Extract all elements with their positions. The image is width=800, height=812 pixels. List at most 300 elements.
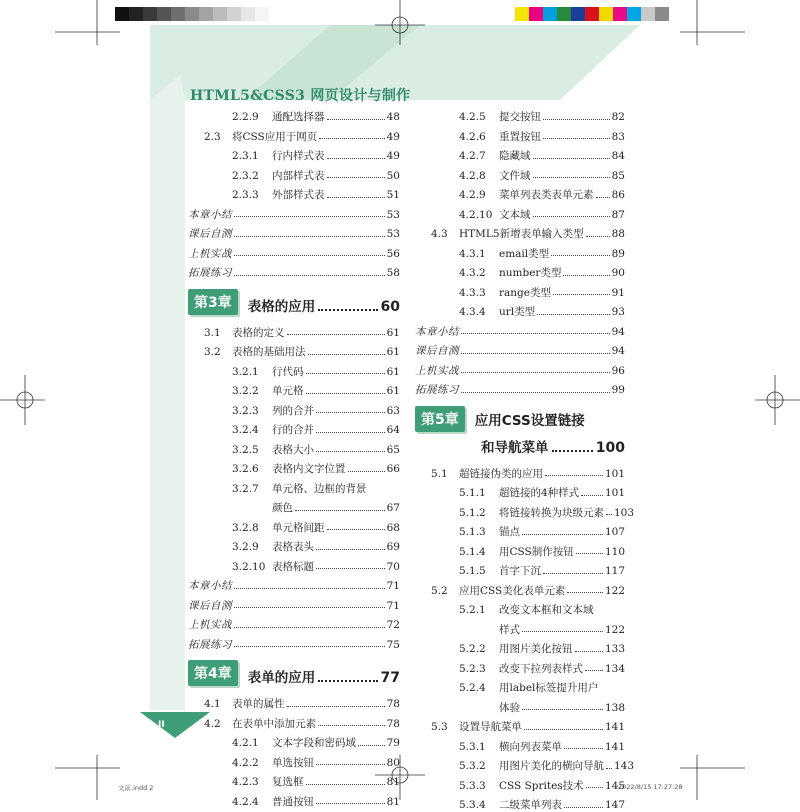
dot-leader bbox=[234, 646, 385, 647]
toc-entry-number: 3.2.8 bbox=[232, 521, 259, 534]
chapter-heading-3 bbox=[188, 289, 400, 315]
toc-entry-page: 83 bbox=[611, 130, 625, 143]
dot-leader bbox=[522, 631, 603, 632]
dot-leader bbox=[586, 236, 610, 237]
toc-entry-page: 138 bbox=[604, 701, 625, 714]
toc-entry-title: 内部样式表 bbox=[272, 169, 325, 182]
toc-entry-title: 用图片美化的横向导航 bbox=[499, 760, 604, 773]
toc-right-column bbox=[415, 104, 635, 812]
dot-leader bbox=[596, 197, 610, 198]
toc-entry bbox=[188, 202, 400, 222]
toc-entry bbox=[415, 519, 625, 539]
toc-entry bbox=[415, 338, 625, 358]
toc-entry-title: 上机实战 bbox=[188, 619, 232, 632]
dot-leader bbox=[327, 197, 385, 198]
toc-entry-page: 103 bbox=[614, 506, 635, 519]
chapter-title-line1: 应用CSS设置链接 bbox=[474, 412, 585, 429]
toc-entry-number: 5.1.3 bbox=[459, 526, 486, 539]
toc-entry-title: 重置按钮 bbox=[499, 130, 541, 143]
dot-leader bbox=[318, 680, 377, 682]
toc-entry-title: 单元格间距 bbox=[272, 521, 325, 534]
toc-entry-title: 表格的基础用法 bbox=[232, 346, 306, 359]
toc-entry-number: 5.3.3 bbox=[459, 779, 486, 792]
toc-entry-number: 4.2.8 bbox=[459, 169, 486, 182]
toc-entry-number: 4.2.9 bbox=[459, 189, 486, 202]
color-calibration-bar bbox=[515, 7, 669, 21]
toc-entry bbox=[188, 573, 400, 593]
toc-entry-title: 表单的属性 bbox=[232, 698, 285, 711]
toc-entry bbox=[188, 398, 400, 418]
toc-entry bbox=[188, 260, 400, 280]
dot-leader bbox=[316, 549, 385, 550]
dot-leader bbox=[524, 729, 603, 730]
toc-entry bbox=[188, 339, 400, 359]
toc-entry bbox=[415, 500, 635, 520]
toc-entry-title: 在表单中添加元素 bbox=[232, 717, 316, 730]
toc-entry bbox=[188, 163, 400, 183]
toc-entry-page: 88 bbox=[611, 228, 625, 241]
dot-leader bbox=[522, 709, 603, 710]
toc-entry bbox=[415, 636, 625, 656]
dot-leader bbox=[575, 651, 603, 652]
dot-leader bbox=[316, 568, 385, 569]
dot-leader bbox=[234, 216, 385, 217]
toc-entry-title: email类型 bbox=[499, 247, 550, 260]
toc-entry-page: 85 bbox=[611, 169, 625, 182]
dot-leader bbox=[543, 119, 610, 120]
dot-leader bbox=[585, 670, 603, 671]
toc-entry-page: 69 bbox=[386, 541, 400, 554]
book-title: HTML5&CSS3 网页设计与制作 bbox=[190, 88, 411, 104]
toc-entry bbox=[415, 675, 625, 695]
toc-entry-page: 66 bbox=[386, 463, 400, 476]
toc-entry-page: 117 bbox=[604, 565, 625, 578]
toc-entry-number: 5.3 bbox=[431, 721, 448, 734]
dot-leader bbox=[319, 138, 384, 139]
dot-leader bbox=[295, 510, 385, 511]
toc-entry bbox=[188, 456, 400, 476]
toc-entry-page: 53 bbox=[386, 208, 400, 221]
dot-leader bbox=[606, 514, 612, 515]
toc-entry-number: 5.2.3 bbox=[459, 662, 486, 675]
toc-entry-title: 课后自测 bbox=[415, 345, 459, 358]
toc-entry-number: 4.3.4 bbox=[459, 306, 486, 319]
toc-entry bbox=[415, 358, 625, 378]
footer-timestamp: 2022/8/15 17:27:28 bbox=[618, 783, 683, 791]
toc-entry-title: 锚点 bbox=[499, 526, 520, 539]
dot-leader bbox=[543, 138, 610, 139]
toc-entry-number: 3.1 bbox=[204, 326, 221, 339]
toc-entry-page: 86 bbox=[611, 189, 625, 202]
dot-leader bbox=[461, 333, 610, 334]
dot-leader bbox=[316, 412, 385, 413]
dot-leader bbox=[306, 373, 385, 374]
grayscale-calibration-bar bbox=[115, 7, 269, 21]
dot-leader bbox=[551, 255, 609, 256]
toc-entry bbox=[188, 789, 400, 809]
toc-entry bbox=[415, 280, 625, 300]
toc-entry-title: 应用CSS美化表单元素 bbox=[459, 584, 566, 597]
toc-entry-title: 颜色 bbox=[272, 502, 293, 515]
toc-entry-number: 3.2.1 bbox=[232, 365, 259, 378]
toc-entry-number: 3.2.2 bbox=[232, 385, 259, 398]
dot-leader bbox=[234, 275, 385, 276]
toc-entry-title: 本章小结 bbox=[188, 580, 232, 593]
dot-leader bbox=[234, 588, 385, 589]
dot-leader bbox=[348, 471, 385, 472]
toc-entry-page: 94 bbox=[611, 325, 625, 338]
dot-leader bbox=[586, 787, 603, 788]
toc-entry-page: 134 bbox=[604, 662, 625, 675]
toc-entry bbox=[415, 182, 625, 202]
toc-entry bbox=[188, 495, 400, 515]
dot-leader bbox=[306, 393, 385, 394]
toc-entry-number: 3.2.7 bbox=[232, 482, 259, 495]
toc-entry bbox=[415, 241, 625, 261]
toc-entry bbox=[415, 299, 625, 319]
toc-entry-number: 5.3.1 bbox=[459, 740, 486, 753]
dot-leader bbox=[234, 607, 385, 608]
dot-leader bbox=[287, 706, 385, 707]
toc-entry bbox=[415, 734, 625, 754]
toc-entry-number: 2.3.3 bbox=[232, 189, 259, 202]
chapter-heading-5 bbox=[415, 406, 625, 456]
toc-entry-page: 61 bbox=[386, 365, 400, 378]
toc-entry-number: 5.1 bbox=[431, 467, 448, 480]
toc-entry-page: 107 bbox=[604, 526, 625, 539]
toc-entry-title: 改变文本框和文本域 bbox=[499, 604, 594, 617]
toc-entry-title: 上机实战 bbox=[415, 364, 459, 377]
chapter-page: 77 bbox=[380, 670, 400, 686]
toc-entry bbox=[415, 461, 625, 481]
dot-leader bbox=[543, 573, 603, 574]
toc-entry-page: 82 bbox=[611, 111, 625, 124]
dot-leader bbox=[576, 553, 603, 554]
toc-entry-page: 89 bbox=[611, 247, 625, 260]
dot-leader bbox=[533, 158, 610, 159]
dot-leader bbox=[234, 236, 385, 237]
toc-entry bbox=[415, 656, 625, 676]
dot-leader bbox=[545, 475, 603, 476]
registration-marks bbox=[17, 17, 783, 783]
toc-entry bbox=[188, 593, 400, 613]
dot-leader bbox=[553, 294, 610, 295]
toc-entry-page: 133 bbox=[604, 643, 625, 656]
toc-entry-title: 拓展练习 bbox=[188, 267, 232, 280]
toc-entry-page: 61 bbox=[386, 385, 400, 398]
toc-entry-page: 99 bbox=[611, 384, 625, 397]
chapter-title-line2: 和导航菜单 bbox=[481, 439, 549, 456]
toc-entry bbox=[188, 534, 400, 554]
dot-leader bbox=[564, 807, 603, 808]
toc-entry-number: 4.2 bbox=[204, 717, 221, 730]
toc-entry-page: 101 bbox=[604, 487, 625, 500]
toc-entry-page: 94 bbox=[611, 345, 625, 358]
toc-entry-number: 4.3.1 bbox=[459, 247, 486, 260]
toc-entry-page: 65 bbox=[386, 443, 400, 456]
toc-entry-title: 通配选择器 bbox=[272, 111, 325, 124]
toc-entry-title: 单元格 bbox=[272, 385, 304, 398]
toc-entry bbox=[188, 437, 400, 457]
toc-entry-number: 2.3.1 bbox=[232, 150, 259, 163]
dot-leader bbox=[606, 768, 612, 769]
toc-entry bbox=[188, 104, 400, 124]
toc-entry bbox=[188, 612, 400, 632]
toc-entry-number: 5.2.1 bbox=[459, 604, 486, 617]
toc-group-chapter4-cont bbox=[415, 104, 625, 397]
toc-entry-number: 3.2.10 bbox=[232, 560, 266, 573]
toc-entry bbox=[415, 163, 625, 183]
toc-entry-page: 81 bbox=[386, 795, 400, 808]
dot-leader bbox=[537, 314, 609, 315]
toc-entry bbox=[415, 221, 625, 241]
chapter-title: 表单的应用 bbox=[247, 670, 316, 686]
toc-entry-page: 141 bbox=[604, 740, 625, 753]
toc-entry-page: 110 bbox=[604, 545, 625, 558]
dot-leader bbox=[316, 432, 385, 433]
toc-entry-title: 行内样式表 bbox=[272, 150, 325, 163]
toc-entry-number: 4.3.3 bbox=[459, 286, 486, 299]
toc-entry-page: 51 bbox=[386, 189, 400, 202]
toc-entry-page: 87 bbox=[611, 208, 625, 221]
toc-entry bbox=[188, 241, 400, 261]
toc-group-chapter5 bbox=[415, 461, 635, 812]
toc-entry-title: 二级菜单列表 bbox=[499, 799, 562, 812]
toc-entry-title: 文本字段和密码域 bbox=[272, 737, 356, 750]
toc-entry-number: 2.3.2 bbox=[232, 169, 259, 182]
toc-entry-number: 5.2.2 bbox=[459, 643, 486, 656]
toc-entry-title: 拓展练习 bbox=[415, 384, 459, 397]
toc-entry-number: 4.3.2 bbox=[459, 267, 486, 280]
toc-entry-number: 4.3 bbox=[431, 228, 448, 241]
toc-entry-number: 2.3 bbox=[204, 130, 221, 143]
chapter-page: 100 bbox=[595, 439, 625, 456]
toc-entry-title: 表格大小 bbox=[272, 443, 314, 456]
toc-entry-page: 58 bbox=[386, 267, 400, 280]
toc-entry-title: 体验 bbox=[499, 701, 520, 714]
toc-entry-title: 表格内文字位置 bbox=[272, 463, 346, 476]
toc-entry-page: 81 bbox=[386, 776, 400, 789]
toc-entry-title: 普通按钮 bbox=[272, 795, 314, 808]
toc-entry bbox=[188, 515, 400, 535]
toc-entry-number: 4.2.7 bbox=[459, 150, 486, 163]
toc-entry-page: 143 bbox=[614, 760, 635, 773]
toc-entry-page: 71 bbox=[386, 599, 400, 612]
toc-entry-title: 课后自测 bbox=[188, 228, 232, 241]
toc-entry-title: 文本域 bbox=[499, 208, 531, 221]
dot-leader bbox=[522, 534, 603, 535]
toc-entry bbox=[415, 480, 625, 500]
toc-entry bbox=[415, 124, 625, 144]
toc-entry-page: 68 bbox=[386, 521, 400, 534]
toc-entry-page: 72 bbox=[386, 619, 400, 632]
toc-entry-page: 67 bbox=[386, 502, 400, 515]
toc-entry bbox=[415, 558, 625, 578]
toc-entry-page: 96 bbox=[611, 364, 625, 377]
toc-entry-number: 4.1 bbox=[204, 698, 221, 711]
dot-leader bbox=[563, 275, 609, 276]
dot-leader bbox=[327, 177, 385, 178]
toc-entry bbox=[188, 632, 400, 652]
toc-entry-title: 将链接转换为块级元素 bbox=[499, 506, 604, 519]
toc-entry bbox=[188, 691, 400, 711]
toc-entry-page: 75 bbox=[386, 638, 400, 651]
toc-entry bbox=[188, 730, 400, 750]
dot-leader bbox=[461, 372, 610, 373]
toc-entry-title: 超链接伪类的应用 bbox=[459, 467, 543, 480]
toc-group-chapter3 bbox=[188, 320, 400, 652]
toc-left-column bbox=[188, 104, 400, 808]
toc-entry-page: 64 bbox=[386, 424, 400, 437]
toc-entry bbox=[415, 753, 635, 773]
toc-entry-title: 样式 bbox=[499, 623, 520, 636]
toc-entry bbox=[415, 260, 625, 280]
dot-leader bbox=[318, 725, 385, 726]
toc-entry-title: 用CSS制作按钮 bbox=[499, 545, 574, 558]
chapter-title: 表格的应用 bbox=[247, 298, 316, 315]
dot-leader bbox=[316, 764, 385, 765]
toc-entry-title: 表格的定义 bbox=[232, 326, 285, 339]
toc-entry-page: 48 bbox=[386, 111, 400, 124]
toc-entry bbox=[188, 554, 400, 574]
toc-entry bbox=[188, 750, 400, 770]
toc-entry-number: 4.2.6 bbox=[459, 130, 486, 143]
toc-entry-title: 隐藏域 bbox=[499, 150, 531, 163]
toc-entry-page: 147 bbox=[604, 799, 625, 812]
toc-entry bbox=[188, 476, 400, 496]
toc-entry-page: 70 bbox=[386, 560, 400, 573]
dot-leader bbox=[567, 592, 603, 593]
toc-entry-title: 行的合并 bbox=[272, 424, 314, 437]
toc-entry-page: 90 bbox=[611, 267, 625, 280]
toc-entry-title: 单选按钮 bbox=[272, 756, 314, 769]
toc-entry-number: 5.1.5 bbox=[459, 565, 486, 578]
toc-entry-page: 78 bbox=[386, 717, 400, 730]
toc-group-chapter4 bbox=[188, 691, 400, 808]
toc-entry-title: 表格表头 bbox=[272, 541, 314, 554]
toc-entry-page: 91 bbox=[611, 286, 625, 299]
toc-entry-title: 外部样式表 bbox=[272, 189, 325, 202]
toc-entry bbox=[188, 221, 400, 241]
toc-entry bbox=[415, 792, 625, 812]
footer-file-name: 文前.indd 2 bbox=[118, 784, 154, 792]
toc-entry bbox=[415, 202, 625, 222]
toc-entry-title: 上机实战 bbox=[188, 247, 232, 260]
dot-leader bbox=[318, 309, 377, 311]
toc-entry-number: 5.1.4 bbox=[459, 545, 486, 558]
toc-entry-title: 用label标签提升用户 bbox=[499, 682, 599, 695]
toc-entry-number: 4.2.10 bbox=[459, 208, 493, 221]
toc-entry-page: 122 bbox=[604, 623, 625, 636]
dot-leader bbox=[234, 627, 385, 628]
toc-entry bbox=[415, 539, 625, 559]
toc-entry-number: 5.3.4 bbox=[459, 799, 486, 812]
toc-entry bbox=[188, 711, 400, 731]
dot-leader bbox=[461, 353, 610, 354]
dot-leader bbox=[327, 529, 385, 530]
toc-entry-title: number类型 bbox=[499, 267, 562, 280]
toc-entry bbox=[415, 597, 625, 617]
toc-entry-page: 80 bbox=[386, 756, 400, 769]
toc-entry-page: 63 bbox=[386, 404, 400, 417]
chapter-badge: 第5章 bbox=[415, 406, 465, 432]
toc-entry-number: 5.1.1 bbox=[459, 487, 486, 500]
toc-entry-number: 4.2.1 bbox=[232, 737, 259, 750]
chapter-page: 60 bbox=[380, 298, 400, 315]
toc-entry-title: 改变下拉列表样式 bbox=[499, 662, 583, 675]
toc-entry bbox=[188, 378, 400, 398]
toc-entry bbox=[188, 124, 400, 144]
dot-leader bbox=[327, 119, 385, 120]
toc-entry-title: 拓展练习 bbox=[188, 638, 232, 651]
toc-entry bbox=[415, 377, 625, 397]
toc-entry-number: 2.2.9 bbox=[232, 111, 259, 124]
dot-leader bbox=[581, 495, 603, 496]
toc-entry-page: 61 bbox=[386, 346, 400, 359]
dot-leader bbox=[327, 158, 385, 159]
toc-entry-number: 4.2.5 bbox=[459, 111, 486, 124]
toc-entry-title: 本章小结 bbox=[188, 208, 232, 221]
toc-entry-title: 课后自测 bbox=[188, 599, 232, 612]
toc-entry-title: 本章小结 bbox=[415, 325, 459, 338]
toc-entry-number: 3.2.4 bbox=[232, 424, 259, 437]
toc-entry-number: 3.2 bbox=[204, 346, 221, 359]
toc-entry-number: 5.1.2 bbox=[459, 506, 486, 519]
toc-entry bbox=[188, 417, 400, 437]
side-green-panel bbox=[150, 100, 185, 710]
dot-leader bbox=[533, 216, 610, 217]
toc-entry-page: 93 bbox=[611, 306, 625, 319]
toc-group-chapter2-end bbox=[188, 104, 400, 280]
toc-entry-number: 3.2.9 bbox=[232, 541, 259, 554]
chapter-badge: 第3章 bbox=[188, 289, 238, 315]
toc-entry-number: 4.2.3 bbox=[232, 776, 259, 789]
dot-leader bbox=[316, 803, 385, 804]
toc-entry bbox=[188, 769, 400, 789]
chapter-badge: 第4章 bbox=[188, 660, 238, 686]
toc-entry bbox=[188, 182, 400, 202]
toc-entry-title: 复选框 bbox=[272, 776, 304, 789]
toc-entry-page: 61 bbox=[386, 326, 400, 339]
dot-leader bbox=[308, 354, 385, 355]
chapter-heading-4 bbox=[188, 660, 400, 686]
toc-entry-number: 4.2.2 bbox=[232, 756, 259, 769]
toc-entry-title: 行代码 bbox=[272, 365, 304, 378]
toc-entry-title: range类型 bbox=[499, 286, 551, 299]
toc-entry-page: 56 bbox=[386, 247, 400, 260]
dot-leader bbox=[234, 255, 385, 256]
toc-entry bbox=[415, 773, 625, 793]
toc-entry-page: 79 bbox=[386, 737, 400, 750]
dot-leader bbox=[564, 748, 603, 749]
toc-entry-page: 145 bbox=[604, 779, 625, 792]
toc-entry-number: 3.2.6 bbox=[232, 463, 259, 476]
toc-entry-page: 49 bbox=[386, 150, 400, 163]
dot-leader bbox=[533, 177, 610, 178]
toc-entry-number: 5.3.2 bbox=[459, 760, 486, 773]
toc-entry-title: 提交按钮 bbox=[499, 111, 541, 124]
toc-entry bbox=[415, 714, 625, 734]
toc-entry-title: 用图片美化按钮 bbox=[499, 643, 573, 656]
toc-entry-title: 横向列表菜单 bbox=[499, 740, 562, 753]
toc-entry-page: 141 bbox=[604, 721, 625, 734]
toc-entry-title: 单元格、边框的背景 bbox=[272, 482, 367, 495]
toc-entry-title: url类型 bbox=[499, 306, 536, 319]
toc-entry bbox=[188, 320, 400, 340]
toc-entry-page: 101 bbox=[604, 467, 625, 480]
toc-entry-number: 5.2.4 bbox=[459, 682, 486, 695]
page-number: II bbox=[158, 720, 165, 730]
